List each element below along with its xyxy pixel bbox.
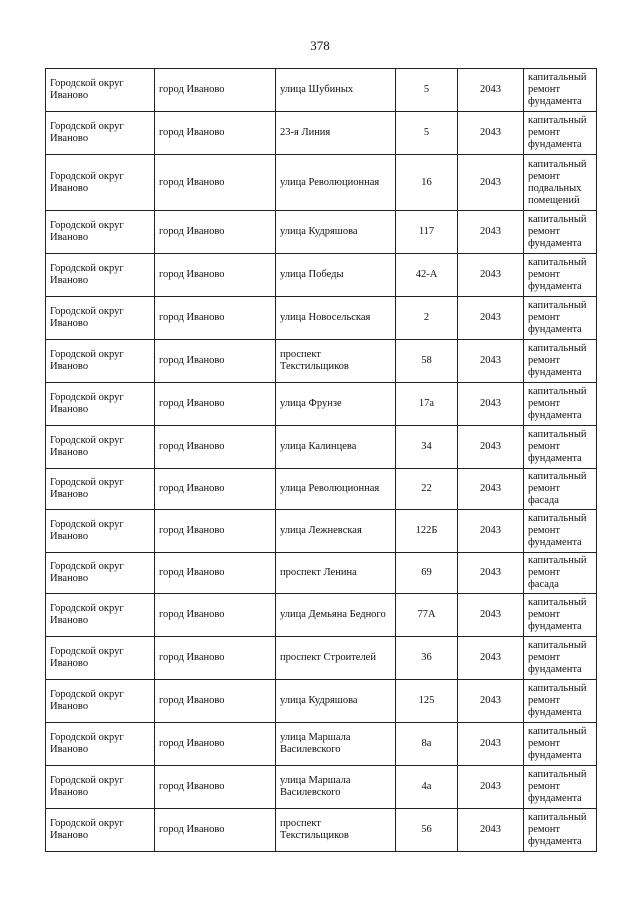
cell-city: город Иваново [155, 340, 276, 383]
cell-house-number: 16 [396, 155, 458, 211]
cell-year: 2043 [458, 112, 524, 155]
cell-street: улица Революционная [276, 469, 396, 510]
table-row [46, 809, 597, 852]
cell-year: 2043 [458, 211, 524, 254]
cell-work-type: капитальный ремонт подвальных помещений [524, 155, 597, 211]
cell-city: город Иваново [155, 254, 276, 297]
cell-work-type: капитальный ремонт фасада [524, 469, 597, 510]
table-row [46, 297, 597, 340]
cell-year: 2043 [458, 297, 524, 340]
table-row [46, 766, 597, 809]
table-row [46, 383, 597, 426]
cell-year: 2043 [458, 254, 524, 297]
cell-house-number: 122Б [396, 510, 458, 553]
cell-city: город Иваново [155, 553, 276, 594]
cell-year: 2043 [458, 69, 524, 112]
cell-work-type: капитальный ремонт фасада [524, 553, 597, 594]
cell-district: Городской округ Иваново [46, 510, 155, 553]
cell-street: проспект Текстильщиков [276, 340, 396, 383]
cell-city: город Иваново [155, 766, 276, 809]
cell-city: город Иваново [155, 680, 276, 723]
cell-house-number: 5 [396, 112, 458, 155]
table-row [46, 254, 597, 297]
cell-street: улица Кудряшова [276, 211, 396, 254]
cell-city: город Иваново [155, 112, 276, 155]
cell-house-number: 8а [396, 723, 458, 766]
cell-city: город Иваново [155, 469, 276, 510]
cell-year: 2043 [458, 809, 524, 852]
cell-house-number: 36 [396, 637, 458, 680]
cell-city: город Иваново [155, 723, 276, 766]
cell-house-number: 42-А [396, 254, 458, 297]
cell-year: 2043 [458, 426, 524, 469]
cell-house-number: 77А [396, 594, 458, 637]
cell-work-type: капитальный ремонт фундамента [524, 340, 597, 383]
table-row [46, 510, 597, 553]
cell-district: Городской округ Иваново [46, 680, 155, 723]
cell-work-type: капитальный ремонт фундамента [524, 510, 597, 553]
repair-schedule-table [45, 68, 597, 852]
table-row [46, 553, 597, 594]
cell-year: 2043 [458, 469, 524, 510]
cell-district: Городской округ Иваново [46, 723, 155, 766]
cell-street: улица Революционная [276, 155, 396, 211]
table-row [46, 426, 597, 469]
cell-district: Городской округ Иваново [46, 211, 155, 254]
cell-year: 2043 [458, 155, 524, 211]
cell-street: улица Кудряшова [276, 680, 396, 723]
cell-street: улица Маршала Василевского [276, 723, 396, 766]
cell-city: город Иваново [155, 510, 276, 553]
cell-street: улица Новосельская [276, 297, 396, 340]
cell-year: 2043 [458, 383, 524, 426]
cell-house-number: 5 [396, 69, 458, 112]
cell-year: 2043 [458, 553, 524, 594]
cell-work-type: капитальный ремонт фундамента [524, 723, 597, 766]
cell-district: Городской округ Иваново [46, 297, 155, 340]
cell-district: Городской округ Иваново [46, 69, 155, 112]
table-row [46, 680, 597, 723]
table-row [46, 637, 597, 680]
cell-street: 23-я Линия [276, 112, 396, 155]
cell-street: улица Калинцева [276, 426, 396, 469]
cell-district: Городской округ Иваново [46, 469, 155, 510]
cell-year: 2043 [458, 637, 524, 680]
page-number: 378 [310, 38, 330, 53]
cell-house-number: 34 [396, 426, 458, 469]
cell-city: город Иваново [155, 637, 276, 680]
cell-district: Городской округ Иваново [46, 766, 155, 809]
cell-work-type: капитальный ремонт фундамента [524, 637, 597, 680]
cell-city: город Иваново [155, 297, 276, 340]
cell-street: улица Победы [276, 254, 396, 297]
table-body [46, 69, 597, 852]
cell-work-type: капитальный ремонт фундамента [524, 69, 597, 112]
cell-street: улица Фрунзе [276, 383, 396, 426]
cell-district: Городской округ Иваново [46, 383, 155, 426]
cell-work-type: капитальный ремонт фундамента [524, 211, 597, 254]
cell-house-number: 58 [396, 340, 458, 383]
cell-city: город Иваново [155, 809, 276, 852]
cell-city: город Иваново [155, 69, 276, 112]
cell-house-number: 117 [396, 211, 458, 254]
cell-street: проспект Строителей [276, 637, 396, 680]
cell-work-type: капитальный ремонт фундамента [524, 297, 597, 340]
cell-year: 2043 [458, 510, 524, 553]
table-row [46, 112, 597, 155]
table-row [46, 469, 597, 510]
cell-year: 2043 [458, 766, 524, 809]
cell-street: улица Демьяна Бедного [276, 594, 396, 637]
table-row [46, 594, 597, 637]
cell-work-type: капитальный ремонт фундамента [524, 426, 597, 469]
cell-work-type: капитальный ремонт фундамента [524, 112, 597, 155]
cell-district: Городской округ Иваново [46, 553, 155, 594]
cell-work-type: капитальный ремонт фундамента [524, 766, 597, 809]
cell-work-type: капитальный ремонт фундамента [524, 254, 597, 297]
cell-year: 2043 [458, 594, 524, 637]
cell-street: улица Шубиных [276, 69, 396, 112]
cell-house-number: 125 [396, 680, 458, 723]
table-row [46, 155, 597, 211]
table-row [46, 69, 597, 112]
cell-city: город Иваново [155, 426, 276, 469]
cell-house-number: 22 [396, 469, 458, 510]
cell-district: Городской округ Иваново [46, 809, 155, 852]
cell-house-number: 69 [396, 553, 458, 594]
cell-city: город Иваново [155, 211, 276, 254]
cell-house-number: 17а [396, 383, 458, 426]
cell-district: Городской округ Иваново [46, 594, 155, 637]
cell-district: Городской округ Иваново [46, 112, 155, 155]
table-row [46, 340, 597, 383]
cell-city: город Иваново [155, 383, 276, 426]
cell-house-number: 4а [396, 766, 458, 809]
cell-year: 2043 [458, 723, 524, 766]
cell-street: улица Маршала Василевского [276, 766, 396, 809]
cell-street: проспект Текстильщиков [276, 809, 396, 852]
cell-district: Городской округ Иваново [46, 637, 155, 680]
cell-city: город Иваново [155, 155, 276, 211]
cell-city: город Иваново [155, 594, 276, 637]
table-row [46, 211, 597, 254]
cell-house-number: 56 [396, 809, 458, 852]
cell-work-type: капитальный ремонт фундамента [524, 680, 597, 723]
cell-house-number: 2 [396, 297, 458, 340]
cell-street: улица Лежневская [276, 510, 396, 553]
cell-district: Городской округ Иваново [46, 254, 155, 297]
cell-year: 2043 [458, 340, 524, 383]
cell-district: Городской округ Иваново [46, 426, 155, 469]
cell-work-type: капитальный ремонт фундамента [524, 383, 597, 426]
cell-district: Городской округ Иваново [46, 155, 155, 211]
table-row [46, 723, 597, 766]
cell-year: 2043 [458, 680, 524, 723]
cell-work-type: капитальный ремонт фундамента [524, 594, 597, 637]
cell-district: Городской округ Иваново [46, 340, 155, 383]
cell-work-type: капитальный ремонт фундамента [524, 809, 597, 852]
cell-street: проспект Ленина [276, 553, 396, 594]
